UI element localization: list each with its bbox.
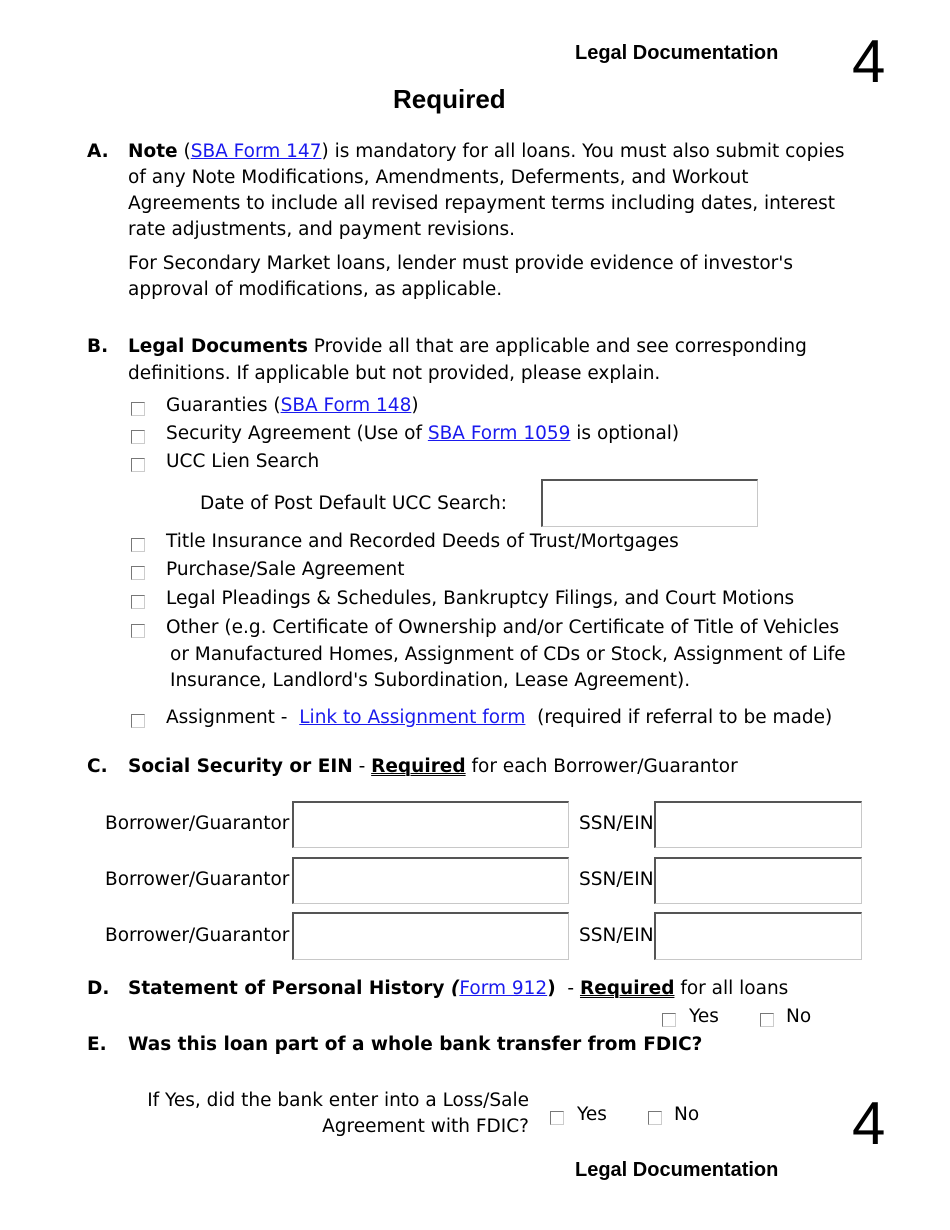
- title-insurance-checkbox[interactable]: [131, 538, 145, 552]
- d-no-label: No: [786, 1006, 812, 1027]
- borrower-label-1: Borrower/Guarantor: [105, 813, 290, 834]
- required-label: Required: [579, 978, 675, 999]
- other-label-line-2: or Manufactured Homes, Assignment of CDs or Stock, Assignment of Life: [170, 644, 846, 665]
- loss-sale-question-line-2: Agreement with FDIC?: [322, 1116, 529, 1137]
- assignment-label: Assignment - Link to Assignment form (required if referral to be made): [166, 707, 833, 728]
- ucc-lien-search-label: UCC Lien Search: [166, 451, 320, 472]
- section-a-line-4: rate adjustments, and payment revisions.: [128, 219, 516, 240]
- assignment-checkbox[interactable]: [131, 714, 145, 728]
- ssn-ein-field-2[interactable]: [654, 857, 862, 904]
- section-a-line-3: Agreements to include all revised repayment terms including dates, interest: [128, 193, 835, 214]
- e-no-checkbox[interactable]: [648, 1111, 662, 1125]
- ssn-ein-field-1[interactable]: [654, 801, 862, 848]
- section-b-letter: B.: [87, 336, 109, 357]
- sba-form-147-link[interactable]: SBA Form 147: [190, 141, 322, 162]
- required-label: Required: [371, 756, 466, 777]
- e-no-label: No: [674, 1104, 700, 1125]
- security-agreement-label: Security Agreement (Use of SBA Form 1059 is optional): [166, 423, 680, 444]
- e-yes-label: Yes: [577, 1104, 607, 1125]
- purchase-sale-checkbox[interactable]: [131, 566, 145, 580]
- header-section-number: 4: [852, 28, 886, 95]
- d-yes-checkbox[interactable]: [662, 1013, 676, 1027]
- section-d-heading: Statement of Personal History (Form 912) - Required for all loans: [128, 978, 789, 999]
- borrower-label-2: Borrower/Guarantor: [105, 869, 290, 890]
- sba-form-1059-link[interactable]: SBA Form 1059: [427, 423, 571, 444]
- ucc-date-label: Date of Post Default UCC Search:: [200, 493, 507, 514]
- ucc-lien-search-checkbox[interactable]: [131, 458, 145, 472]
- header-title: Legal Documentation: [575, 42, 779, 64]
- section-c-heading: Social Security or EIN - Required for each Borrower/Guarantor: [128, 756, 738, 777]
- title-insurance-label: Title Insurance and Recorded Deeds of Trust/Mortgages: [166, 531, 679, 552]
- ucc-date-field[interactable]: [541, 479, 758, 527]
- section-b-line-2: definitions. If applicable but not provided, please explain.: [128, 363, 661, 384]
- legal-pleadings-checkbox[interactable]: [131, 595, 145, 609]
- sba-form-148-link[interactable]: SBA Form 148: [280, 395, 412, 416]
- assignment-form-link[interactable]: Link to Assignment form: [299, 707, 526, 728]
- page-title: Required: [393, 84, 506, 114]
- guaranties-label: Guaranties (SBA Form 148): [166, 395, 419, 416]
- section-a-line-1: Note (SBA Form 147) is mandatory for all loans. You must also submit copies: [128, 141, 845, 162]
- section-d-letter: D.: [87, 978, 110, 999]
- d-no-checkbox[interactable]: [760, 1013, 774, 1027]
- ssn-ein-label-1: SSN/EIN: [579, 813, 654, 834]
- guaranties-checkbox[interactable]: [131, 402, 145, 416]
- legal-pleadings-label: Legal Pleadings & Schedules, Bankruptcy Filings, and Court Motions: [166, 588, 795, 609]
- ssn-ein-label-2: SSN/EIN: [579, 869, 654, 890]
- note-label: Note: [128, 141, 178, 162]
- section-e-question: Was this loan part of a whole bank transfer from FDIC?: [128, 1034, 703, 1055]
- other-checkbox[interactable]: [131, 624, 145, 638]
- section-a-para2-line-1: For Secondary Market loans, lender must provide evidence of investor's: [128, 253, 793, 274]
- borrower-label-3: Borrower/Guarantor: [105, 925, 290, 946]
- footer-title: Legal Documentation: [575, 1159, 779, 1181]
- other-label-line-1: Other (e.g. Certificate of Ownership and/or Certificate of Title of Vehicles: [166, 617, 840, 638]
- legal-documents-label: Legal Documents: [128, 336, 308, 357]
- purchase-sale-label: Purchase/Sale Agreement: [166, 559, 405, 580]
- security-agreement-checkbox[interactable]: [131, 430, 145, 444]
- section-a-para2-line-2: approval of modifications, as applicable.: [128, 279, 503, 300]
- e-yes-checkbox[interactable]: [550, 1111, 564, 1125]
- section-e-letter: E.: [87, 1034, 107, 1055]
- section-a-letter: A.: [87, 141, 109, 162]
- section-b-line-1: Legal Documents Provide all that are applicable and see corresponding: [128, 336, 807, 357]
- section-a-line-2: of any Note Modifications, Amendments, Deferments, and Workout: [128, 167, 749, 188]
- footer-section-number: 4: [852, 1090, 886, 1157]
- borrower-name-field-2[interactable]: [292, 857, 569, 904]
- section-c-letter: C.: [87, 756, 108, 777]
- other-label-line-3: Insurance, Landlord's Subordination, Lease Agreement).: [170, 670, 691, 691]
- loss-sale-question-line-1: If Yes, did the bank enter into a Loss/Sale: [147, 1090, 529, 1111]
- ssn-ein-label-3: SSN/EIN: [579, 925, 654, 946]
- form-912-link[interactable]: Form 912: [459, 978, 548, 999]
- borrower-name-field-1[interactable]: [292, 801, 569, 848]
- borrower-name-field-3[interactable]: [292, 912, 569, 960]
- d-yes-label: Yes: [689, 1006, 719, 1027]
- ssn-ein-field-3[interactable]: [654, 912, 862, 960]
